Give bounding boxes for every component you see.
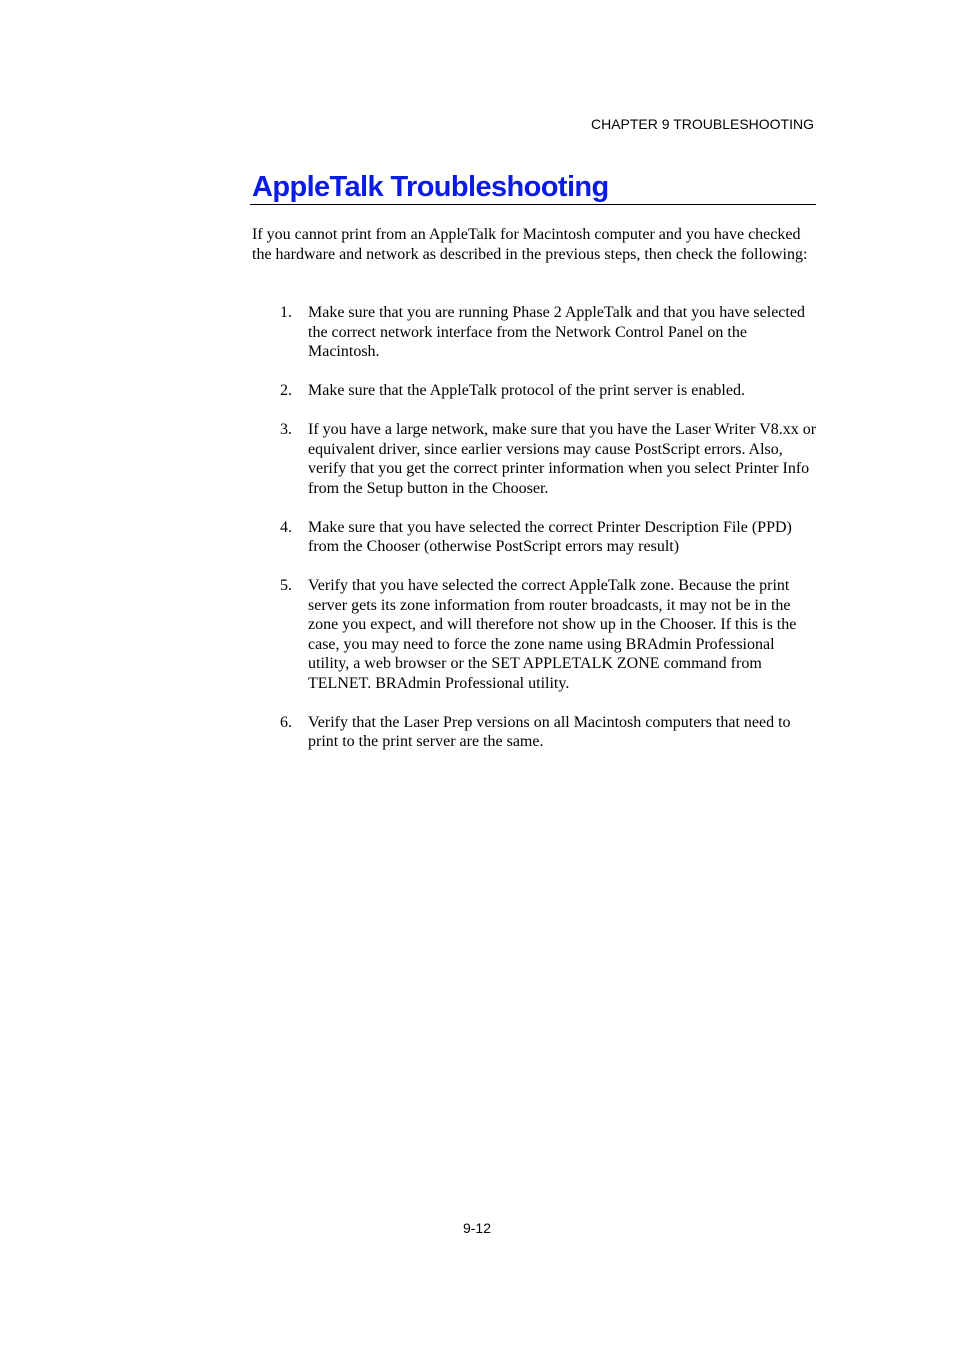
step-number: 1. [280, 304, 292, 321]
step-text: Make sure that you are running Phase 2 AppleTalk and that you have selected the correct network interface from the Network Control Panel on the Macintosh. [308, 304, 805, 360]
section-title: AppleTalk Troubleshooting [252, 171, 609, 203]
step-text: If you have a large network, make sure that you have the Laser Writer V8.xx or equivalent driver, since earlier versions may cause PostScript errors. Also, verify that you get the correct printer information when you select Printer Info from the Setup button in the Chooser. [308, 421, 817, 497]
step-text: Make sure that the AppleTalk protocol of the print server is enabled. [308, 382, 745, 399]
page-number: 9-12 [462, 1220, 492, 1236]
title-underline-divider [250, 204, 816, 205]
step-text: Verify that you have selected the correct AppleTalk zone. Because the print server gets its zone information from router broadcasts, it may not be in the zone you expect, and will therefore not show up in the Chooser. If this is the case, you may need to force the zone name using BRAdmin Professional utility, a web browser or the SET APPLETALK ZONE command from TELNET. BRAdmin Professional utility. [308, 577, 797, 692]
intro-paragraph: If you cannot print from an AppleTalk for Macintosh computer and you have checked the hardware and network as described in the previous steps, then check the following: [252, 226, 808, 263]
step-number: 4. [280, 518, 292, 536]
step-number: 3. [280, 421, 292, 438]
troubleshooting-steps-list [280, 303, 818, 771]
step-number: 5. [280, 577, 292, 594]
list-item [280, 518, 818, 557]
list-item [280, 381, 818, 401]
list-item [280, 713, 818, 752]
list-item [280, 576, 818, 693]
step-text: Verify that the Laser Prep versions on all Macintosh computers that need to print to the print server are the same. [308, 713, 791, 750]
step-text: Make sure that you have selected the correct Printer Description File (PPD) from the Chooser (otherwise PostScript errors may result) [308, 518, 792, 555]
step-number: 2. [280, 382, 292, 399]
list-item [280, 420, 818, 498]
list-item [280, 303, 818, 362]
running-header: CHAPTER 9 TROUBLESHOOTING [590, 116, 814, 132]
step-number: 6. [280, 713, 292, 731]
